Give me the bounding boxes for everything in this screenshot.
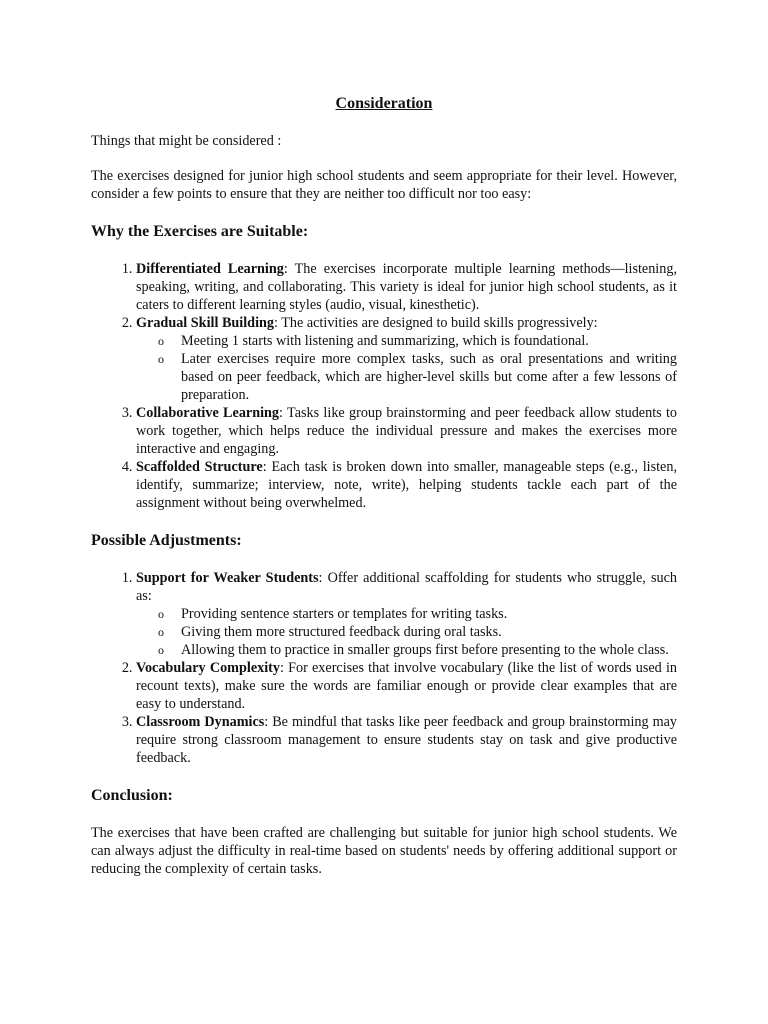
list-item bbox=[136, 314, 677, 404]
list-item-term: Vocabulary Complexity bbox=[136, 660, 280, 676]
sub-bullet: o bbox=[158, 334, 164, 348]
suitable-list bbox=[91, 260, 677, 512]
sub-bullet: o bbox=[158, 625, 164, 639]
list-item bbox=[136, 569, 677, 659]
list-item-text: : For exercises that involve vocabulary (like the list of words used in recount texts), make sure the words are familiar enough or provide clear examples that are easy to understand. bbox=[136, 660, 677, 712]
list-item bbox=[136, 260, 677, 314]
document-body bbox=[91, 94, 677, 878]
list-item-text: : The activities are designed to build skills progressively: bbox=[274, 315, 598, 331]
sub-list-item bbox=[158, 332, 677, 350]
sub-bullet: o bbox=[158, 352, 164, 366]
sub-list-item-text: Giving them more structured feedback during oral tasks. bbox=[181, 624, 502, 640]
sub-list-item bbox=[158, 641, 677, 659]
list-item-term: Classroom Dynamics bbox=[136, 714, 265, 730]
sub-list-item-text: Later exercises require more complex tasks, such as oral presentations and writing based on peer feedback, which are higher-level skills but come after a few lessons of preparation. bbox=[181, 351, 677, 403]
list-item-term: Gradual Skill Building bbox=[136, 315, 274, 331]
sub-bullet: o bbox=[158, 643, 164, 657]
list-item-text: : The exercises incorporate multiple learning methods—listening, speaking, writing, and collaborating. This variety is ideal for junior high school students, as it caters to different learning styles (audio, visual, kinesthetic). bbox=[136, 261, 677, 313]
list-item-term: Differentiated Learning bbox=[136, 261, 284, 277]
list-item-text: : Be mindful that tasks like peer feedback and group brainstorming may require strong classroom management to ensure students stay on task and give productive feedback. bbox=[136, 714, 678, 766]
list-item bbox=[136, 713, 677, 767]
sub-list bbox=[136, 332, 677, 404]
list-item-term: Collaborative Learning bbox=[136, 405, 280, 421]
list-item-term: Support for Weaker Students bbox=[136, 570, 319, 586]
list-item-text: : Tasks like group brainstorming and peer feedback allow students to work together, which helps reduce the individual pressure and makes the exercises more interactive and engaging. bbox=[136, 405, 678, 457]
list-item-text: : Each task is broken down into smaller, manageable steps (e.g., listen, identify, summarize; interview, note, write), helping students tackle each part of the assignment without being overwhelmed. bbox=[136, 459, 677, 511]
adjustments-list bbox=[91, 569, 677, 767]
list-item-term: Scaffolded Structure bbox=[136, 459, 263, 475]
sub-list-item bbox=[158, 623, 677, 641]
sub-list-item-text: Allowing them to practice in smaller groups first before presenting to the whole class. bbox=[181, 642, 669, 658]
list-item bbox=[136, 404, 677, 458]
section-heading-conclusion: Conclusion: bbox=[91, 787, 173, 804]
list-item bbox=[136, 458, 677, 512]
intro-line: Things that might be considered : bbox=[91, 133, 282, 149]
sub-list-item bbox=[158, 605, 677, 623]
section-heading-suitable: Why the Exercises are Suitable: bbox=[91, 223, 309, 240]
list-item-text: : Offer additional scaffolding for students who struggle, such as: bbox=[136, 570, 677, 604]
intro-paragraph: The exercises designed for junior high school students and seem appropriate for their level. However, consider a few points to ensure that they are neither too difficult nor too easy: bbox=[91, 168, 677, 202]
sub-list bbox=[136, 605, 677, 659]
list-item bbox=[136, 659, 677, 713]
sub-list-item-text: Providing sentence starters or templates for writing tasks. bbox=[181, 606, 508, 622]
document-title: Consideration bbox=[335, 95, 433, 112]
sub-list-item-text: Meeting 1 starts with listening and summarizing, which is foundational. bbox=[181, 333, 589, 349]
section-heading-adjustments: Possible Adjustments: bbox=[91, 532, 242, 549]
sub-bullet: o bbox=[158, 607, 164, 621]
sub-list-item bbox=[158, 350, 677, 404]
conclusion-paragraph: The exercises that have been crafted are challenging but suitable for junior high school students. We can always adjust the difficulty in real-time based on students' needs by offering additional support or reducing the complexity of certain tasks. bbox=[91, 825, 677, 877]
